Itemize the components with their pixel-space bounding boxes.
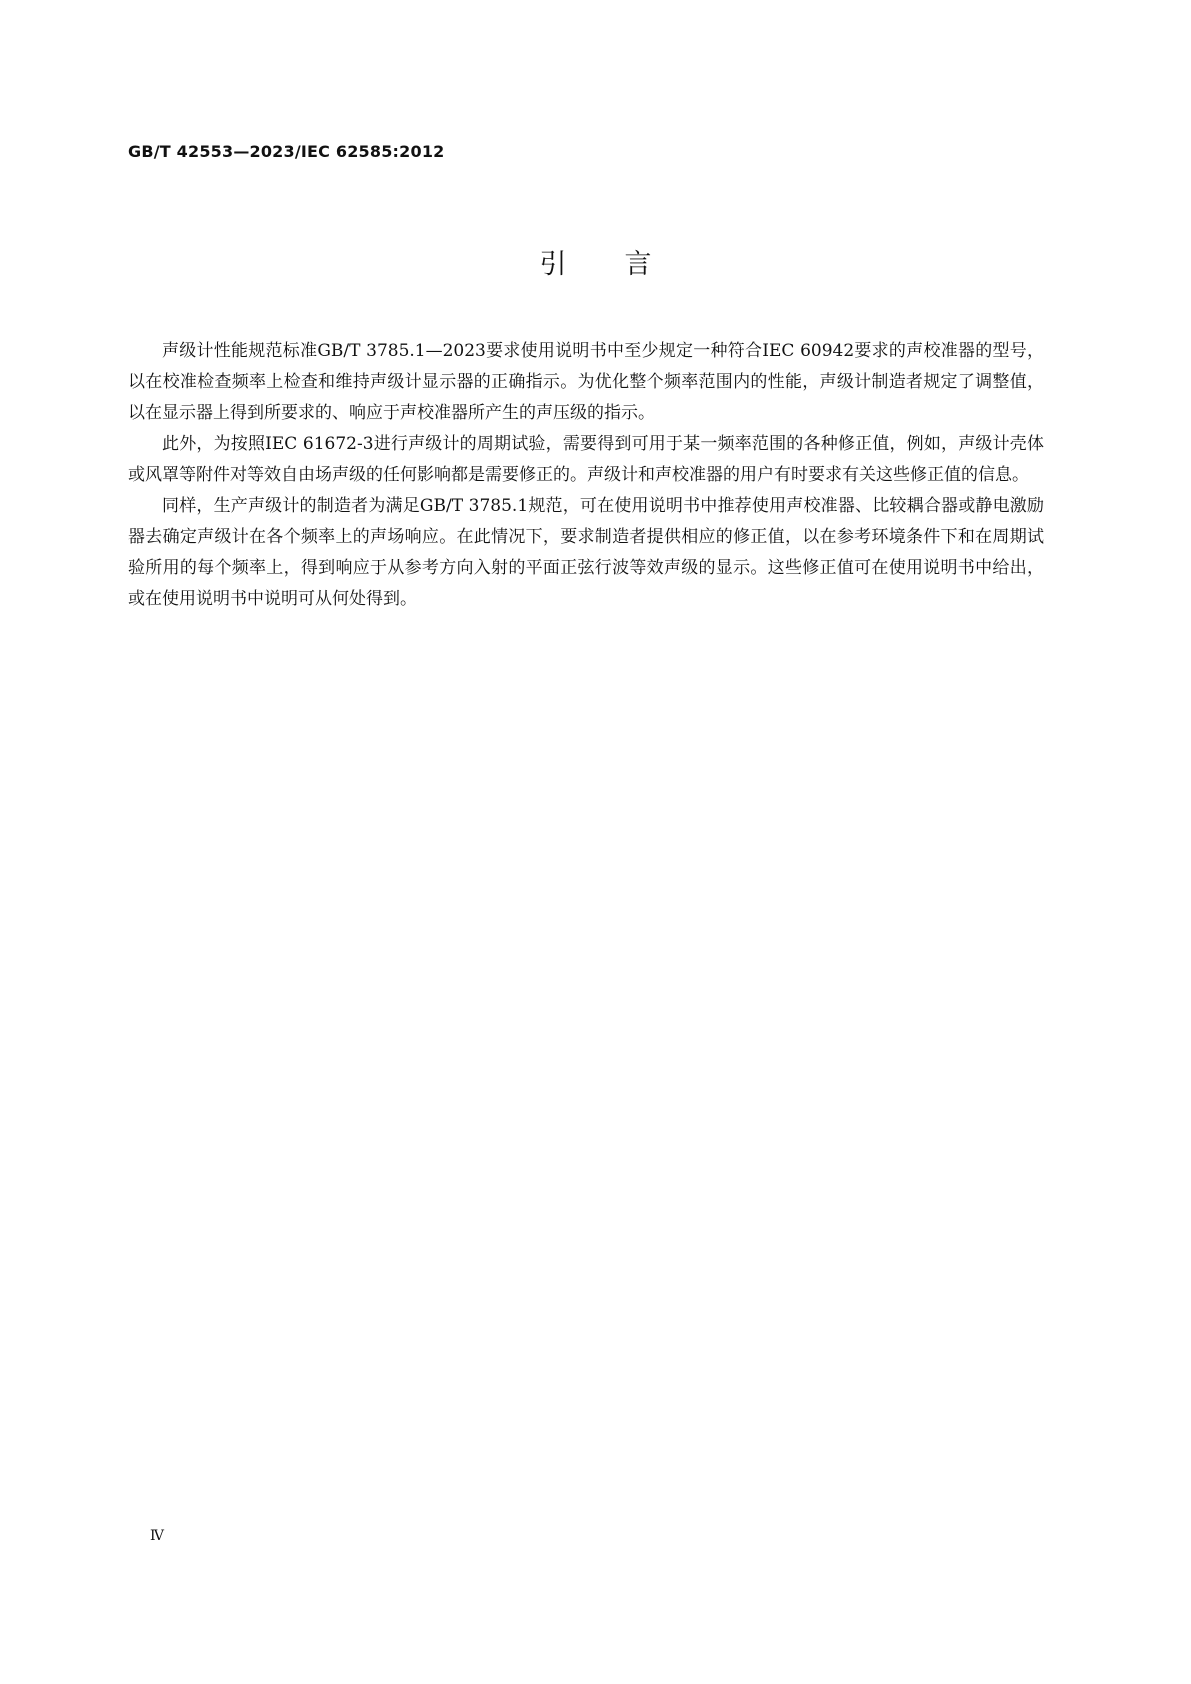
paragraph: 同样，生产声级计的制造者为满足GB/T 3785.1规范，可在使用说明书中推荐使用声校准器、比较耦合器或静电激励器去确定声级计在各个频率上的声场响应。在此情况下，要求制造者提供相应的修正值，以在参考环境条件下和在周期试验所用的每个频率上，得到响应于从参考方向入射的平面正弦行波等效声级的显示。这些修正值可在使用说明书中给出，或在使用说明书中说明可从何处得到。 — [128, 496, 1044, 609]
introduction-body — [128, 336, 1044, 615]
page-title: 引言 — [539, 249, 710, 280]
document-standard-id: GB/T 42553—2023/IEC 62585:2012 — [128, 142, 445, 161]
paragraph: 此外，为按照IEC 61672-3进行声级计的周期试验，需要得到可用于某一频率范围的各种修正值，例如，声级计壳体或风罩等附件对等效自由场声级的任何影响都是需要修正的。声级计和声校准器的用户有时要求有关这些修正值的信息。 — [128, 434, 1044, 485]
paragraph: 声级计性能规范标准GB/T 3785.1—2023要求使用说明书中至少规定一种符合IEC 60942要求的声校准器的型号，以在校准检查频率上检查和维持声级计显示器的正确指示。为优化整个频率范围内的性能，声级计制造者规定了调整值，以在显示器上得到所要求的、响应于声校准器所产生的声压级的指示。 — [128, 341, 1044, 423]
page-number: Ⅳ — [150, 1528, 164, 1544]
